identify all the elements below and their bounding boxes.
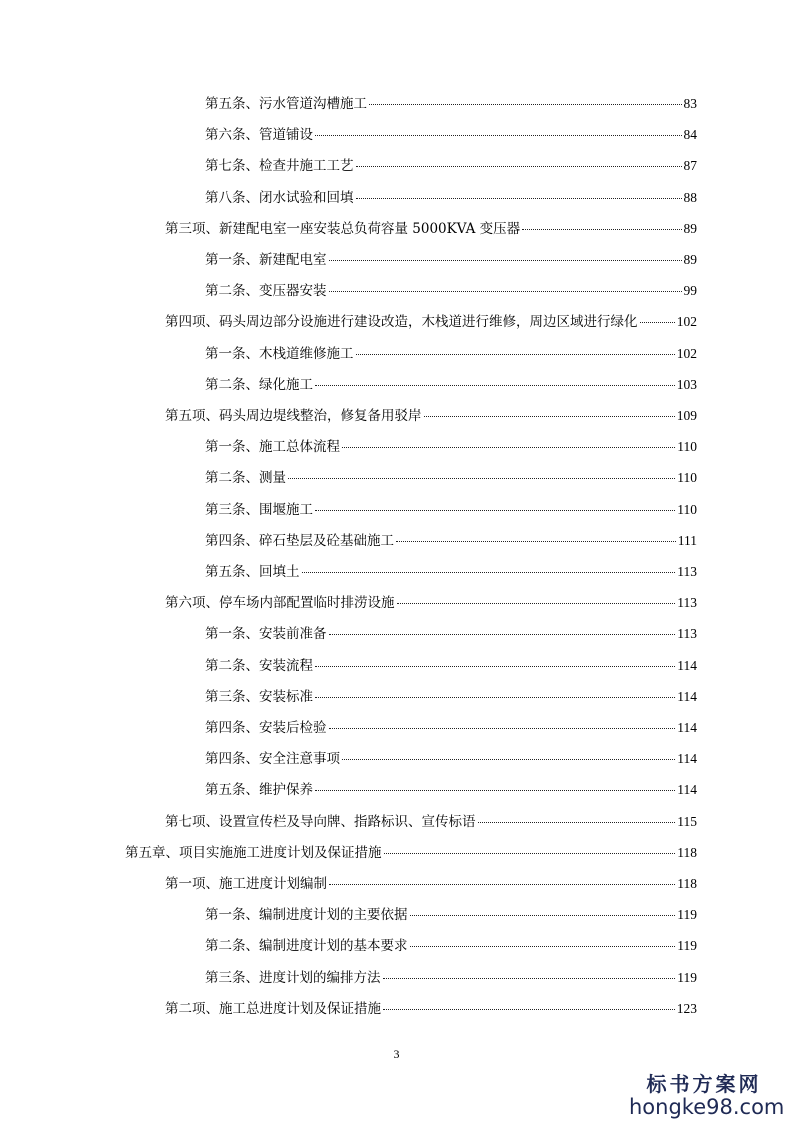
toc-entry-page: 103: [676, 376, 697, 392]
watermark-chinese: 标书方案网: [646, 1072, 762, 1096]
toc-entry-page: 110: [677, 501, 697, 517]
dot-leader: [315, 790, 675, 791]
toc-entry-title: 第四条、安全注意事项: [205, 751, 340, 768]
toc-entry-title: 第八条、闭水试验和回填: [205, 189, 354, 206]
toc-entry-title: 第三条、围堰施工: [205, 501, 313, 518]
toc-entry[interactable]: [205, 157, 697, 175]
toc-entry-page: 99: [683, 283, 697, 299]
dot-leader: [315, 135, 682, 136]
toc-entry-title: 第一条、施工总体流程: [205, 439, 340, 456]
toc-entry-page: 119: [677, 938, 697, 954]
toc-entry-title: 第二项、施工总进度计划及保证措施: [165, 1000, 381, 1017]
toc-entry-page: 110: [677, 470, 697, 486]
toc-entry[interactable]: [165, 220, 697, 238]
toc-entry[interactable]: [205, 750, 697, 768]
watermark-logo: [629, 1068, 785, 1119]
toc-entry-page: 118: [677, 844, 697, 860]
toc-entry-page: 115: [677, 813, 697, 829]
toc-entry-page: 114: [677, 657, 697, 673]
toc-entry[interactable]: [205, 937, 697, 955]
toc-entry[interactable]: [205, 438, 697, 456]
toc-entry[interactable]: [205, 469, 697, 487]
dot-leader: [342, 447, 675, 448]
dot-leader: [342, 759, 675, 760]
dot-leader: [315, 666, 675, 667]
toc-entry[interactable]: [165, 1000, 697, 1018]
dot-leader: [329, 260, 682, 261]
toc-entry-page: 89: [683, 252, 697, 267]
toc-entry[interactable]: [205, 376, 697, 394]
dot-leader: [410, 946, 676, 947]
toc-entry-page: 119: [677, 907, 697, 923]
dot-leader: [396, 541, 676, 542]
toc-entry[interactable]: [205, 719, 697, 737]
toc-entry[interactable]: [205, 95, 697, 113]
dot-leader: [384, 853, 676, 854]
dot-leader: [369, 104, 682, 105]
page-number: 3: [393, 1047, 400, 1061]
toc-entry[interactable]: [205, 501, 697, 519]
toc-entry-title: 第一条、安装前准备: [205, 626, 327, 643]
toc-entry-title: 第五条、维护保养: [205, 782, 313, 799]
toc-entry-page: 102: [676, 345, 697, 361]
toc-entry[interactable]: [165, 594, 697, 612]
toc-entry[interactable]: [165, 313, 697, 331]
toc-entry-title: 第六条、管道铺设: [205, 127, 313, 144]
toc-entry-page: 119: [677, 969, 697, 985]
toc-entry-page: 113: [677, 626, 697, 642]
dot-leader: [397, 603, 676, 604]
toc-entry[interactable]: [165, 875, 697, 893]
dot-leader: [356, 166, 682, 167]
toc-entry-title: 第二条、安装流程: [205, 657, 313, 674]
toc-entry-page: 123: [676, 1000, 697, 1016]
toc-entry[interactable]: [205, 625, 697, 643]
toc-entry-page: 89: [683, 220, 697, 236]
toc-entry-title: 第三项、新建配电室一座安装总负荷容量 5000KVA 变压器: [165, 220, 521, 237]
toc-entry-page: 113: [677, 564, 697, 579]
dot-leader: [302, 572, 676, 573]
watermark-url: hongke98.com: [629, 1095, 785, 1119]
toc-entry-title: 第六项、停车场内部配置临时排涝设施: [165, 595, 395, 612]
toc-entry-page: 109: [676, 408, 697, 423]
toc-entry-page: 84: [683, 127, 697, 143]
toc-entry-title: 第二条、编制进度计划的基本要求: [205, 938, 408, 955]
toc-entry[interactable]: [205, 563, 697, 581]
toc-entry[interactable]: [205, 251, 697, 269]
toc-entry[interactable]: [205, 688, 697, 706]
toc-entry-title: 第四条、碎石垫层及砼基础施工: [205, 532, 394, 549]
toc-entry-page: 87: [683, 158, 697, 174]
toc-entry-page: 118: [677, 876, 697, 891]
dot-leader: [424, 416, 675, 417]
toc-entry-title: 第四项、码头周边部分设施进行建设改造，木栈道进行维修，周边区域进行绿化: [165, 314, 638, 331]
dot-leader: [356, 198, 682, 199]
toc-entry[interactable]: [165, 407, 697, 425]
toc-entry[interactable]: [205, 282, 697, 300]
toc-entry-page: 114: [677, 688, 697, 704]
toc-entry[interactable]: [125, 844, 697, 862]
toc-entry-title: 第二条、测量: [205, 470, 286, 487]
dot-leader: [410, 915, 676, 916]
toc-entry-title: 第五条、回填土: [205, 564, 300, 580]
dot-leader: [383, 1009, 675, 1010]
toc-entry[interactable]: [205, 906, 697, 924]
toc-entry-title: 第五项、码头周边堤线整治，修复备用驳岸: [165, 408, 422, 424]
dot-leader: [315, 510, 675, 511]
toc-entry[interactable]: [205, 345, 697, 363]
toc-entry-page: 110: [677, 439, 697, 455]
dot-leader: [329, 884, 675, 885]
toc-entry[interactable]: [165, 813, 697, 831]
toc-entry-page: 114: [677, 751, 697, 767]
dot-leader: [478, 822, 676, 823]
toc-entry-title: 第五条、污水管道沟槽施工: [205, 96, 367, 112]
toc-entry-page: 83: [683, 96, 697, 111]
toc-entry-title: 第二条、绿化施工: [205, 376, 313, 393]
toc-entry-title: 第五章、项目实施施工进度计划及保证措施: [125, 844, 382, 861]
toc-entry[interactable]: [205, 189, 697, 207]
toc-entry[interactable]: [205, 781, 697, 799]
toc-entry-title: 第一项、施工进度计划编制: [165, 876, 327, 892]
toc-entry[interactable]: [205, 657, 697, 675]
toc-entry-title: 第七条、检查井施工工艺: [205, 158, 354, 175]
dot-leader: [640, 322, 675, 323]
toc-entry-page: 113: [677, 595, 697, 611]
toc-entry-page: 88: [683, 189, 697, 205]
toc-entry-title: 第四条、安装后检验: [205, 720, 327, 736]
toc-entry-page: 114: [677, 720, 697, 735]
toc-entry-title: 第三条、进度计划的编排方法: [205, 969, 381, 986]
toc-entry-title: 第二条、变压器安装: [205, 283, 327, 300]
dot-leader: [329, 728, 676, 729]
toc-entry-page: 114: [677, 782, 697, 798]
toc-entry-title: 第一条、编制进度计划的主要依据: [205, 907, 408, 924]
dot-leader: [522, 229, 681, 230]
toc-entry-title: 第七项、设置宣传栏及导向牌、指路标识、宣传标语: [165, 813, 476, 830]
toc-entry[interactable]: [205, 969, 697, 987]
toc-entry-page: 102: [676, 314, 697, 330]
dot-leader: [329, 634, 676, 635]
toc-entry[interactable]: [205, 532, 697, 550]
dot-leader: [288, 478, 675, 479]
toc-entry-title: 第三条、安装标准: [205, 688, 313, 705]
dot-leader: [329, 291, 682, 292]
dot-leader: [315, 697, 675, 698]
toc-entry-title: 第一条、新建配电室: [205, 252, 327, 268]
dot-leader: [315, 385, 675, 386]
toc-entry[interactable]: [205, 126, 697, 144]
dot-leader: [356, 354, 675, 355]
toc-entry-page: 111: [677, 532, 697, 548]
toc-entry-title: 第一条、木栈道维修施工: [205, 345, 354, 362]
dot-leader: [383, 978, 676, 979]
